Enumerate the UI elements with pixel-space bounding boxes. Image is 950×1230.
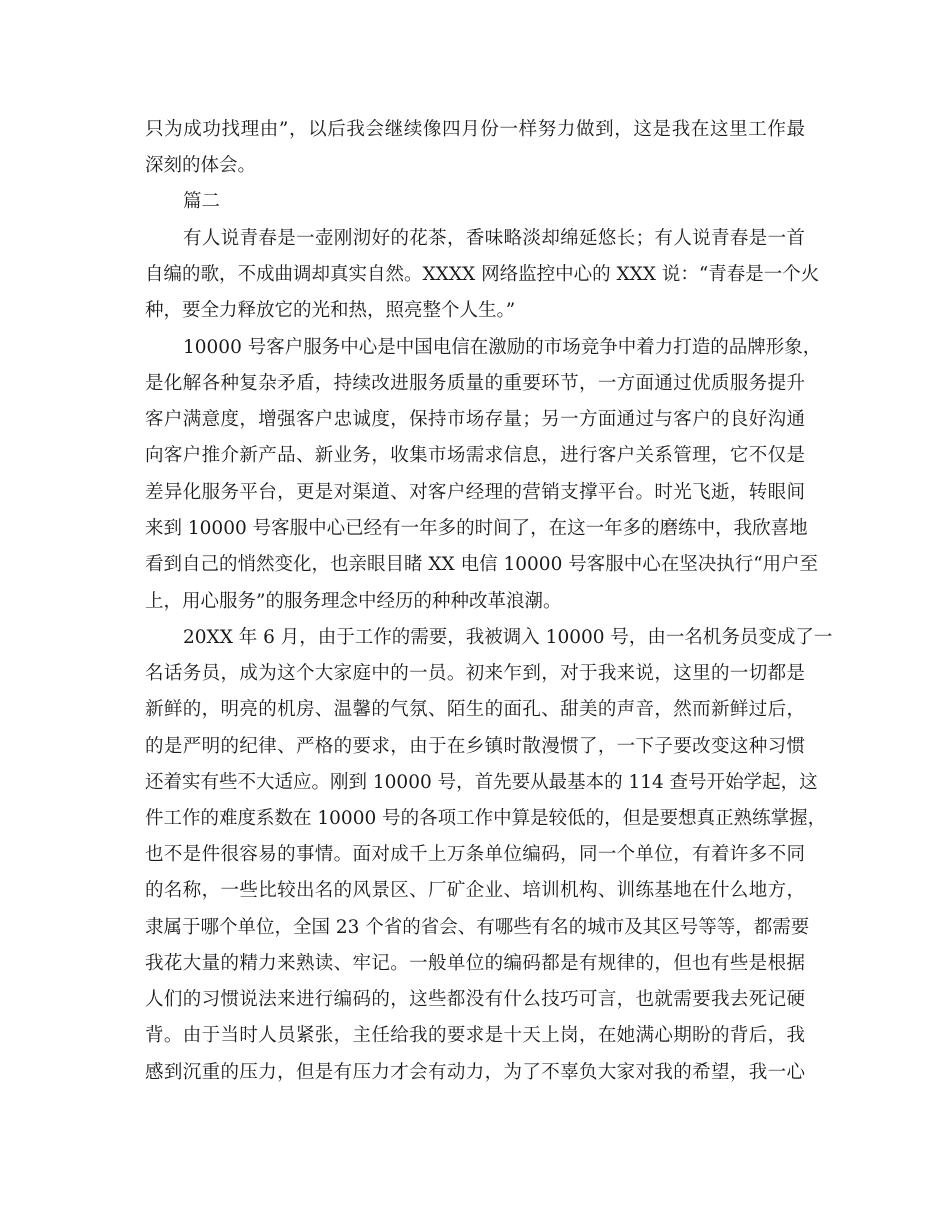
section-heading: 篇二 — [183, 191, 221, 212]
text-line: 是化解各种复杂矛盾，持续改进服务质量的重要环节，一方面通过优质服务提升 — [145, 373, 805, 394]
text-line: 还着实有些不大适应。刚到 10000 号，首先要从最基本的 114 查号开始学起，这 — [145, 772, 818, 793]
text-line: 种，要全力释放它的光和热，照亮整个人生。” — [145, 300, 516, 321]
text-line: 看到自己的悄然变化，也亲眼目睹 XX 电信 10000 号客服中心在坚决执行“用户至 — [145, 554, 819, 575]
text-line: 人们的习惯说法来进行编码的，这些都没有什么技巧可言，也就需要我去死记硬 — [145, 989, 805, 1010]
text-line: 10000 号客户服务中心是中国电信在激励的市场竞争中着力打造的品牌形象， — [183, 337, 822, 358]
text-line: 客户满意度，增强客户忠诚度，保持市场存量；另一方面通过与客户的良好沟通 — [145, 409, 805, 430]
text-line: 新鲜的，明亮的机房、温馨的气氛、陌生的面孔、甜美的声音，然而新鲜过后， — [145, 699, 805, 720]
text-line: 来到 10000 号客服中心已经有一年多的时间了，在这一年多的磨练中，我欣喜地 — [145, 518, 808, 539]
text-line: 上，用心服务”的服务理念中经历的种种改革浪潮。 — [145, 591, 562, 612]
text-line: 隶属于哪个单位，全国 23 个省的省会、有哪些有名的城市及其区号等等，都需要 — [145, 917, 810, 938]
text-line: 也不是件很容易的事情。面对成千上万条单位编码，同一个单位，有着许多不同 — [145, 844, 805, 865]
text-line: 背。由于当时人员紧张，主任给我的要求是十天上岗，在她满心期盼的背后，我 — [145, 1025, 805, 1046]
text-line: 件工作的难度系数在 10000 号的各项工作中算是较低的，但是要想真正熟练掌握， — [145, 808, 827, 829]
text-line: 自编的歌，不成曲调却真实自然。XXXX 网络监控中心的 XXX 说：“青春是一个火 — [145, 264, 820, 285]
text-line: 感到沉重的压力，但是有压力才会有动力，为了不辜负大家对我的希望，我一心 — [145, 1062, 805, 1083]
text-line: 只为成功找理由”，以后我会继续像四月份一样努力做到，这是我在这里工作最 — [145, 119, 805, 140]
text-line: 有人说青春是一壶刚沏好的花茶，香味略淡却绵延悠长；有人说青春是一首 — [183, 228, 805, 249]
text-line: 名话务员，成为这个大家庭中的一员。初来乍到，对于我来说，这里的一切都是 — [145, 663, 805, 684]
text-line: 20XX 年 6 月，由于工作的需要，我被调入 10000 号，由一名机务员变成了一 — [183, 627, 833, 648]
text-line: 向客户推介新产品、新业务，收集市场需求信息，进行客户关系管理，它不仅是 — [145, 445, 805, 466]
text-line: 差异化服务平台，更是对渠道、对客户经理的营销支撑平台。时光飞逝，转眼间 — [145, 482, 805, 503]
text-line: 我花大量的精力来熟读、牢记。一般单位的编码都是有规律的，但也有些是根据 — [145, 953, 805, 974]
text-line: 深刻的体会。 — [145, 155, 257, 176]
text-line: 的名称，一些比较出名的风景区、厂矿企业、培训机构、训练基地在什么地方， — [145, 880, 805, 901]
text-line: 的是严明的纪律、严格的要求，由于在乡镇时散漫惯了，一下子要改变这种习惯 — [145, 736, 805, 757]
